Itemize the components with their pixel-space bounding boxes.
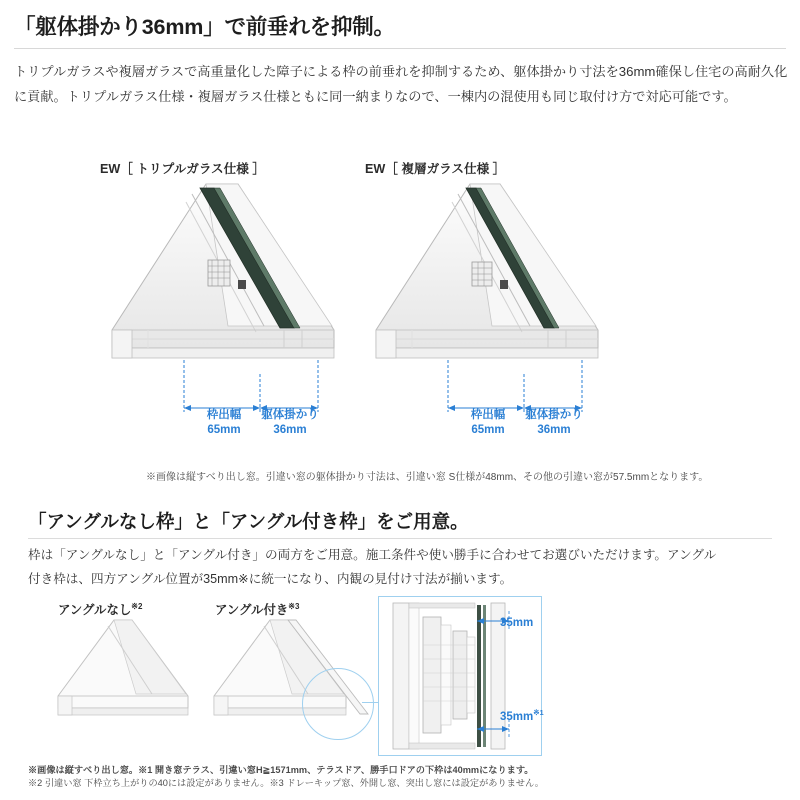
detail-dim-bottom	[500, 708, 544, 723]
dim-frame-projection-label-right: 枠出幅	[470, 409, 506, 421]
detail-dim-bottom-sup: ※1	[533, 708, 544, 717]
section1-body-text: トリプルガラスや複層ガラスで高重量化した障子による枠の前垂れを抑制するため、躯体掛かり寸法を36mm確保し住宅の高耐久化に貢献。トリプルガラス仕様・複層ガラス仕様ともに同一納まりなので、一棟内の混使用も同じ取付け方で対応可能です。	[14, 64, 788, 104]
dim-frame-projection-value-left: 65mm	[207, 424, 241, 436]
caption-no-angle	[58, 600, 142, 618]
section1-note: ※画像は縦すべり出し窓。引違い窓の躯体掛かり寸法は、引違い窓 S仕様が48mm、その他の引違い窓が57.5mmとなります。	[146, 472, 709, 483]
detail-dim-top-value: 35mm	[500, 617, 534, 629]
detail-highlight-circle	[302, 668, 374, 740]
dimension-group-left	[88, 360, 348, 436]
cross-section-triple-glass	[88, 180, 348, 380]
detail-dim-top	[500, 617, 533, 629]
section2-note-2: ※2 引違い窓 下枠立ち上がりの40には設定がありません。※3 ドレーキップ窓、外開し窓、突出し窓には設定がありません。	[28, 778, 544, 788]
caption-triple-glass: EW［ トリプルガラス仕様 ］	[100, 162, 265, 176]
caption-no-angle-sup: ※2	[131, 601, 143, 611]
section2-divider	[28, 538, 772, 539]
caption-with-angle	[215, 600, 299, 618]
dimension-group-right	[352, 360, 612, 436]
detail-dim-bottom-value: 35mm	[500, 710, 534, 723]
dim-frame-projection-value-right: 65mm	[471, 424, 505, 436]
dim-body-hook-label-left: 躯体掛かり	[261, 409, 319, 421]
section2-notes	[28, 764, 544, 790]
section2-body-text: 枠は「アングルなし」と「アングル付き」の両方をご用意。施工条件や使い勝手に合わせてお選びいただけます。アングル付き枠は、四方アングル位置が35mm※に統一になり、内観の見付け寸法が揃います。	[28, 548, 717, 586]
drawing-no-angle-frame	[40, 618, 200, 728]
cross-section-double-glass	[352, 180, 612, 380]
caption-no-angle-label: アングルなし	[58, 603, 132, 617]
dim-body-hook-value-left: 36mm	[273, 424, 307, 436]
section2-title: 「アングルなし枠」と「アングル付き枠」をご用意。	[28, 511, 469, 532]
dim-frame-projection-label-left: 枠出幅	[206, 409, 242, 421]
caption-with-angle-sup: ※3	[288, 601, 300, 611]
caption-double-glass: EW［ 複層ガラス仕様 ］	[365, 162, 506, 176]
dim-body-hook-value-right: 36mm	[537, 424, 571, 436]
section1-title: 「躯体掛かり36mm」で前垂れを抑制。	[14, 15, 395, 39]
section1-divider	[14, 48, 786, 49]
caption-with-angle-label: アングル付き	[215, 603, 289, 617]
dim-body-hook-label-right: 躯体掛かり	[525, 409, 583, 421]
section2-note-1: ※画像は縦すべり出し窓。※1 開き窓テラス、引違い窓H≧1571mm、テラスドア、勝手口ドアの下枠は40mmになります。	[28, 765, 534, 775]
